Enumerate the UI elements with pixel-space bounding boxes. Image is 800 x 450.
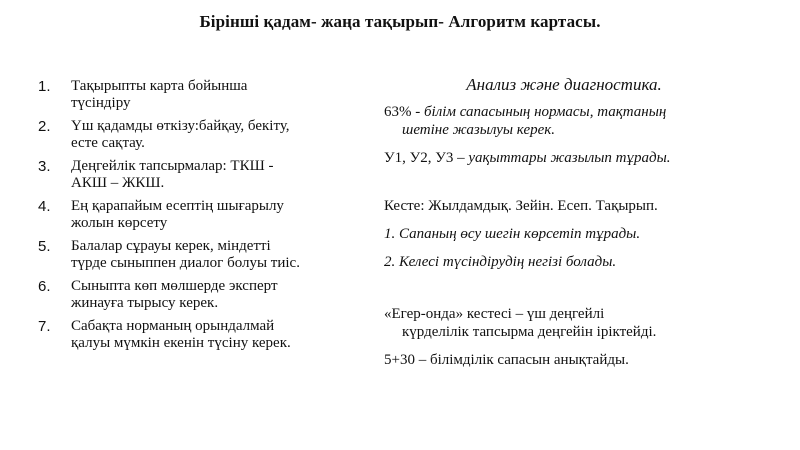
list-item [32, 238, 367, 272]
norm-text: білім сапасының нормасы, тақтаның [424, 104, 667, 120]
list-item-number: 4. [38, 198, 51, 215]
if-then-paragraph [384, 305, 784, 341]
point-two: 2. Келесі түсіндірудің негізі болады. [384, 254, 617, 270]
list-item-number: 7. [38, 318, 51, 335]
list-item-text: Деңгейлік тапсырмалар: ТКШ - [71, 158, 274, 174]
list-item-number: 5. [38, 238, 51, 255]
list-item-text: Сыныпта көп мөлшерде эксперт [71, 278, 278, 294]
time-paragraph [384, 149, 784, 167]
time-labels: У1, У2, У3 – [384, 150, 469, 166]
list-item [32, 278, 367, 312]
list-item-text: Сабақта норманың орындалмай [71, 318, 275, 334]
list-item-text: АКШ – ЖКШ. [71, 175, 165, 191]
time-text: уақыттары жазылып тұрады. [468, 150, 671, 166]
list-item-text: Ең қарапайым есептің шығарылу [71, 198, 284, 214]
list-item-text: жолын көрсету [71, 215, 168, 231]
list-item-number: 6. [38, 278, 51, 295]
list-item [32, 118, 367, 152]
norm-value: 63% - [384, 104, 424, 120]
analysis-panel [384, 76, 784, 379]
list-item [32, 158, 367, 192]
list-item-text: түсіндіру [71, 95, 131, 111]
list-item-text: Үш қадамды өткізу:байқау, бекіту, [71, 118, 290, 134]
slide-title: Бірінші қадам- жаңа тақырып- Алгоритм картасы. [199, 12, 601, 31]
if-then-text-continued: күрделілік тапсырма деңгейін іріктейді. [402, 324, 657, 340]
point-one: 1. Сапаның өсу шегін көрсетіп тұрады. [384, 226, 641, 242]
list-item-text: есте сақтау. [71, 135, 145, 151]
list-item-number: 1. [38, 78, 51, 95]
algorithm-steps-list [32, 78, 367, 358]
norm-text-continued: шетіне жазылуы керек. [402, 122, 556, 138]
if-then-text: «Егер-онда» кестесі – үш деңгейлі [384, 306, 605, 322]
list-item-text: Балалар сұрауы керек, міндетті [71, 238, 271, 254]
list-item-text: қалуы мүмкін екенін түсіну керек. [71, 335, 291, 351]
list-item [32, 78, 367, 112]
norm-paragraph [384, 103, 784, 139]
list-item-number: 2. [38, 118, 51, 135]
list-item-text: жинауға тырысу керек. [71, 295, 219, 311]
analysis-heading: Анализ және диагностика. [466, 75, 662, 94]
list-item-text: түрде сыныппен диалог болуы тиіс. [71, 255, 300, 271]
list-item [32, 198, 367, 232]
table-paragraph: Кесте: Жылдамдық. Зейін. Есеп. Тақырып. [384, 198, 658, 214]
list-item-text: Тақырыпты карта бойынша [71, 78, 248, 94]
list-item [32, 318, 367, 352]
list-item-number: 3. [38, 158, 51, 175]
quality-paragraph: 5+30 – білімділік сапасын анықтайды. [384, 352, 629, 368]
